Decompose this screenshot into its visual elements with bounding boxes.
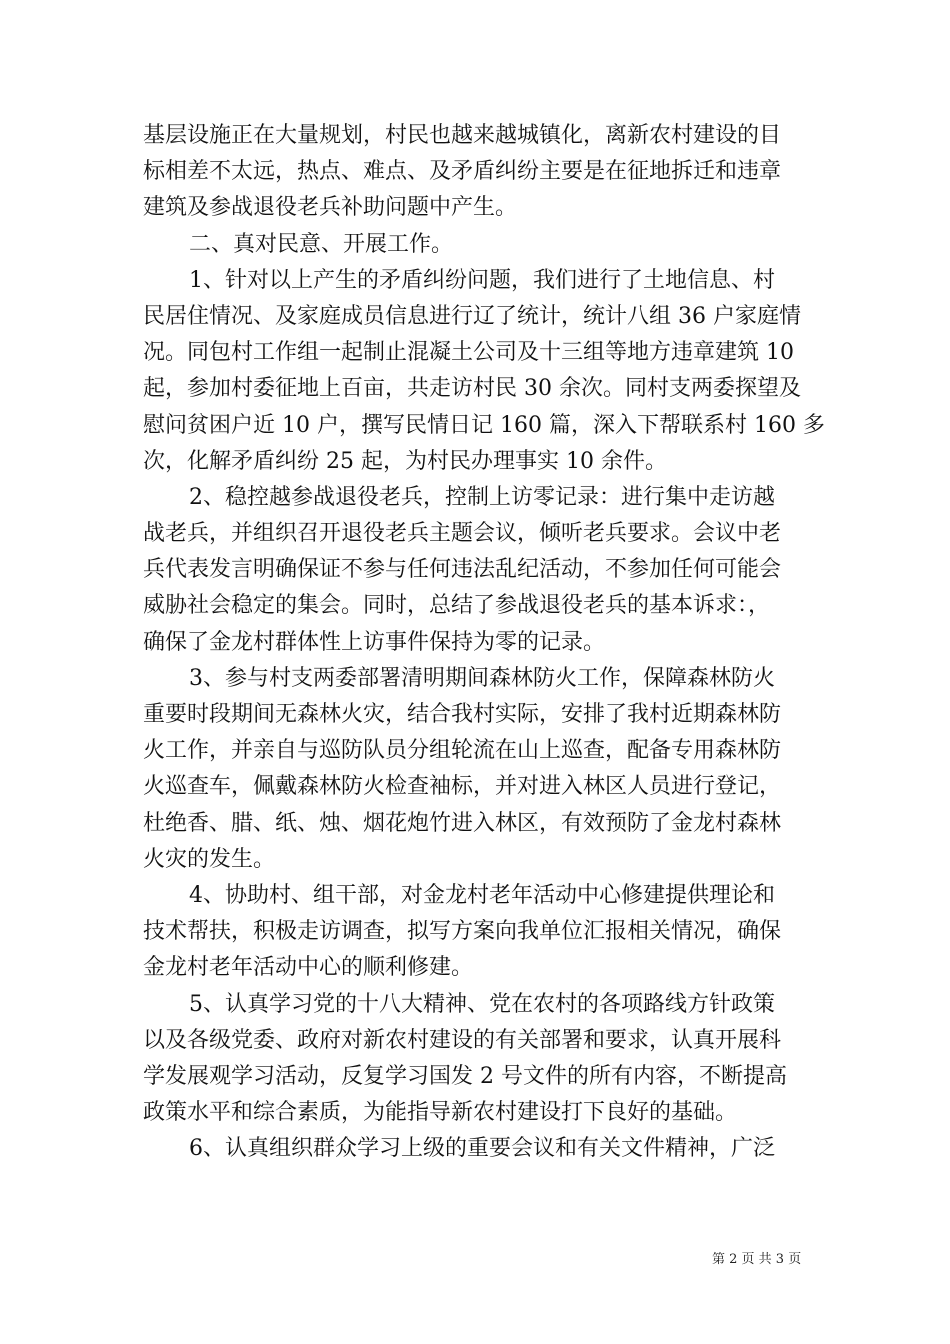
text-line: 1、针对以上产生的矛盾纠纷问题，我们进行了土地信息、村 bbox=[189, 267, 775, 293]
text-line: 民居住情况、及家庭成员信息进行辽了统计，统计八组 36 户家庭情 bbox=[143, 303, 801, 329]
document-body bbox=[143, 118, 825, 1167]
text-line: 二、真对民意、开展工作。 bbox=[189, 231, 454, 257]
text-line: 5、认真学习党的十八大精神、党在农村的各项路线方针政策 bbox=[189, 991, 775, 1017]
page-number-footer: 第 2 页 共 3 页 bbox=[712, 1252, 802, 1267]
text-line: 杜绝香、腊、纸、烛、烟花炮竹进入林区，有效预防了金龙村森林 bbox=[143, 810, 782, 836]
text-line: 火巡查车，佩戴森林防火检查袖标，并对进入林区人员进行登记， bbox=[143, 774, 782, 800]
text-line: 2、稳控越参战退役老兵，控制上访零记录：进行集中走访越 bbox=[189, 484, 775, 510]
text-line: 基层设施正在大量规划，村民也越来越城镇化，离新农村建设的目 bbox=[143, 123, 782, 148]
text-line: 金龙村老年活动中心的顺利修建。 bbox=[143, 955, 474, 981]
text-line: 标相差不太远，热点、难点、及矛盾纠纷主要是在征地拆迁和违章 bbox=[143, 159, 782, 185]
text-line: 火工作，并亲自与巡防队员分组轮流在山上巡查，配备专用森林防 bbox=[143, 738, 782, 764]
text-line: 火灾的发生。 bbox=[143, 846, 276, 872]
text-line: 6、认真组织群众学习上级的重要会议和有关文件精神，广泛 bbox=[189, 1136, 775, 1162]
text-line: 况。同包村工作组一起制止混凝土公司及十三组等地方违章建筑 10 bbox=[143, 340, 794, 366]
text-line: 慰问贫困户近 10 户，撰写民情日记 160 篇，深入下帮联系村 160 多 bbox=[143, 412, 825, 438]
text-line: 4、协助村、组干部，对金龙村老年活动中心修建提供理论和 bbox=[189, 882, 775, 908]
text-line: 兵代表发言明确保证不参与任何违法乱纪活动，不参加任何可能会 bbox=[143, 557, 782, 583]
text-line: 建筑及参战退役老兵补助问题中产生。 bbox=[143, 195, 518, 221]
text-line: 战老兵，并组织召开退役老兵主题会议，倾听老兵要求。会议中老 bbox=[143, 521, 782, 547]
text-line: 3、参与村支两委部署清明期间森林防火工作，保障森林防火 bbox=[189, 665, 775, 691]
text-line: 以及各级党委、政府对新农村建设的有关部署和要求，认真开展科 bbox=[143, 1027, 782, 1053]
text-line: 起，参加村委征地上百亩，共走访村民 30 余次。同村支两委探望及 bbox=[143, 376, 801, 402]
text-line: 确保了金龙村群体性上访事件保持为零的记录。 bbox=[143, 629, 606, 655]
text-line: 重要时段期间无森林火灾，结合我村实际，安排了我村近期森林防 bbox=[143, 702, 782, 727]
text-line: 技术帮扶，积极走访调查，拟写方案向我单位汇报相关情况，确保 bbox=[143, 919, 782, 945]
text-line: 威胁社会稳定的集会。同时，总结了参战退役老兵的基本诉求：， bbox=[143, 593, 771, 619]
text-line: 学发展观学习活动，反复学习国发 2 号文件的所有内容，不断提高 bbox=[143, 1063, 787, 1089]
text-line: 政策水平和综合素质，为能指导新农村建设打下良好的基础。 bbox=[143, 1100, 738, 1126]
text-line: 次，化解矛盾纠纷 25 起，为村民办理事实 10 余件。 bbox=[143, 448, 667, 474]
